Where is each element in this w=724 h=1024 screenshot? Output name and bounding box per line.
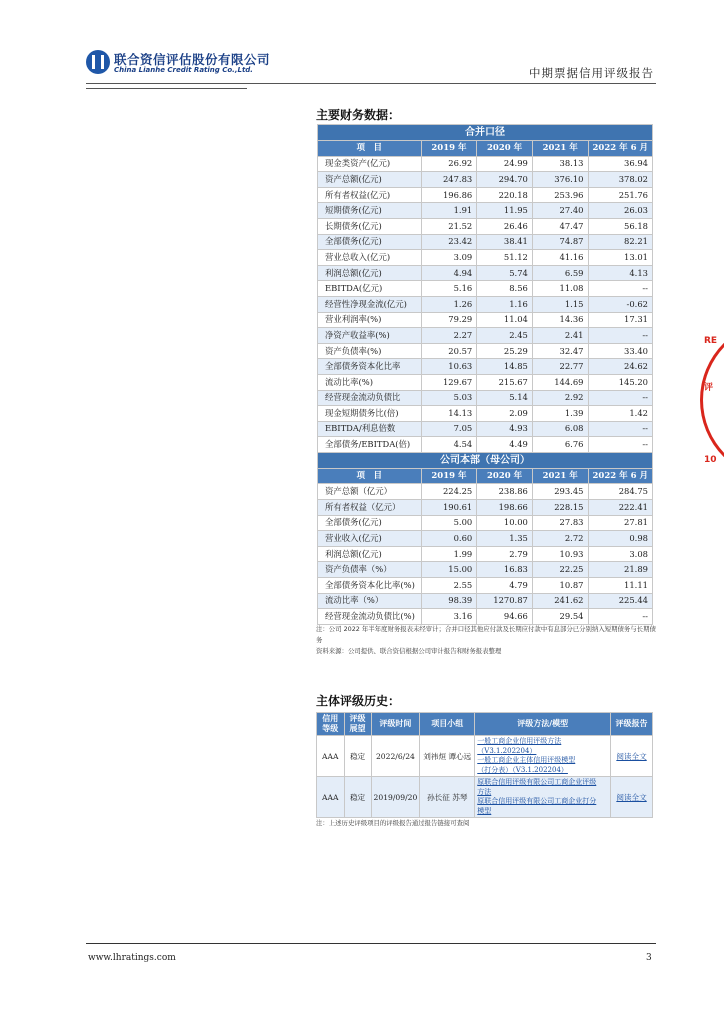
history-note: 注：上述历史评级项目的评级报告通过报告链接可查阅 — [316, 819, 470, 827]
column-header: 2020 年 — [477, 141, 533, 157]
cell-value: 8.56 — [477, 281, 533, 297]
cell-value: 5.74 — [477, 265, 533, 281]
cell-value: 24.62 — [588, 359, 653, 375]
cell-value: 241.62 — [532, 593, 588, 609]
row-label: 现金短期债务比(倍) — [318, 406, 422, 422]
cell-value: 378.02 — [588, 172, 653, 188]
row-label: 营业收入(亿元) — [318, 531, 422, 547]
financial-source: 资料来源：公司提供、联合资信根据公司审计报告和财务报表整理 — [316, 647, 502, 655]
cell-value: 26.03 — [588, 203, 653, 219]
table-row — [318, 500, 653, 516]
cell-value: 251.76 — [588, 187, 653, 203]
row-label: 经营现金流动负债比(%) — [318, 609, 422, 625]
model-link[interactable]: 一般工商企业信用评级方法 — [477, 737, 562, 745]
cell-value: 4.13 — [588, 265, 653, 281]
row-label: 全部债务(亿元) — [318, 234, 422, 250]
cell-value: 1.15 — [532, 296, 588, 312]
history-row — [317, 736, 653, 777]
cell-value: 10.93 — [532, 546, 588, 562]
cell-value: 11.11 — [588, 578, 653, 594]
table-column-header — [318, 468, 653, 484]
read-full-report-link[interactable]: 阅读全文 — [616, 792, 647, 802]
row-label: 利润总额(亿元) — [318, 265, 422, 281]
cell-value: 51.12 — [477, 250, 533, 266]
cell-value: 14.85 — [477, 359, 533, 375]
model-link[interactable]: 一般工商企业主体信用评级模型 — [477, 756, 576, 764]
cell-value: 14.13 — [421, 406, 477, 422]
history-row — [317, 777, 653, 818]
cell-value: 32.47 — [532, 343, 588, 359]
cell-value: 10.63 — [421, 359, 477, 375]
row-label: 经营现金流动负债比 — [318, 390, 422, 406]
history-grade: AAA — [317, 777, 345, 818]
cell-value: 33.40 — [588, 343, 653, 359]
row-label: 净资产收益率(%) — [318, 328, 422, 344]
history-column-header: 评级展望 — [344, 713, 371, 736]
cell-value: 6.08 — [532, 421, 588, 437]
cell-value: 82.21 — [588, 234, 653, 250]
cell-value: 2.45 — [477, 328, 533, 344]
row-label: 现金类资产(亿元) — [318, 156, 422, 172]
cell-value: 4.79 — [477, 578, 533, 594]
cell-value: 6.59 — [532, 265, 588, 281]
history-column-header: 评级时间 — [371, 713, 420, 736]
cell-value: 129.67 — [421, 374, 477, 390]
cell-value: 1.35 — [477, 531, 533, 547]
row-label: 全部债务/EBITDA(倍) — [318, 437, 422, 453]
cell-value: 6.76 — [532, 437, 588, 453]
cell-value: 293.45 — [532, 484, 588, 500]
cell-value: 1.99 — [421, 546, 477, 562]
cell-value: 15.00 — [421, 562, 477, 578]
header-subdivider — [86, 88, 247, 89]
company-name-en: China Lianhe Credit Rating Co.,Ltd. — [114, 66, 253, 74]
row-label: 长期债务(亿元) — [318, 218, 422, 234]
history-model[interactable] — [475, 736, 611, 777]
report-title: 中期票据信用评级报告 — [529, 66, 654, 80]
cell-value: 11.04 — [477, 312, 533, 328]
column-header: 2022 年 6 月 — [588, 468, 653, 484]
row-label: EBITDA(亿元) — [318, 281, 422, 297]
cell-value: 26.92 — [421, 156, 477, 172]
table-row — [318, 484, 653, 500]
cell-value: 2.92 — [532, 390, 588, 406]
cell-value: 145.20 — [588, 374, 653, 390]
cell-value: 22.77 — [532, 359, 588, 375]
cell-value: 79.29 — [421, 312, 477, 328]
cell-value: 16.83 — [477, 562, 533, 578]
cell-value: -- — [588, 281, 653, 297]
cell-value: 2.41 — [532, 328, 588, 344]
row-label: 营业总收入(亿元) — [318, 250, 422, 266]
row-label: 全部债务资本化比率(%) — [318, 578, 422, 594]
row-label: 资产负债率（%） — [318, 562, 422, 578]
row-label: 所有者权益（亿元） — [318, 500, 422, 516]
row-label: 流动比率(%) — [318, 374, 422, 390]
stamp-text-top: RE — [704, 336, 718, 346]
table-row — [318, 250, 653, 266]
cell-value: -0.62 — [588, 296, 653, 312]
column-header: 2020 年 — [477, 468, 533, 484]
header-divider — [86, 83, 656, 84]
cell-value: 17.31 — [588, 312, 653, 328]
company-logo-icon — [86, 50, 110, 74]
financial-table — [317, 124, 653, 625]
cell-value: 222.41 — [588, 500, 653, 516]
footer-url: www.lhratings.com — [88, 953, 176, 963]
page-number: 3 — [646, 953, 652, 963]
history-report[interactable] — [611, 777, 653, 818]
cell-value: -- — [588, 609, 653, 625]
row-label: 资产总额(亿元) — [318, 172, 422, 188]
table-group-header — [318, 452, 653, 468]
model-link[interactable]: 原联合信用评级有限公司工商企业打分 — [477, 797, 597, 805]
cell-value: 21.52 — [421, 218, 477, 234]
cell-value: 1.16 — [477, 296, 533, 312]
cell-value: 4.54 — [421, 437, 477, 453]
table-row — [318, 609, 653, 625]
group-title: 公司本部（母公司） — [318, 452, 653, 468]
model-link[interactable]: （打分表）（V3.1.202204） — [477, 765, 568, 774]
cell-value: 36.94 — [588, 156, 653, 172]
company-name-cn: 联合资信评估股份有限公司 — [114, 52, 271, 67]
column-header: 2021 年 — [532, 141, 588, 157]
table-row — [318, 437, 653, 453]
cell-value: 2.27 — [421, 328, 477, 344]
cell-value: 0.60 — [421, 531, 477, 547]
history-team: 刘祎烜 谭心远 — [420, 736, 475, 777]
column-header: 2022 年 6 月 — [588, 141, 653, 157]
cell-value: 3.16 — [421, 609, 477, 625]
column-header: 项 目 — [318, 468, 422, 484]
cell-value: 13.01 — [588, 250, 653, 266]
cell-value: 1.39 — [532, 406, 588, 422]
history-date: 2022/6/24 — [371, 736, 420, 777]
row-label: 流动比率（%） — [318, 593, 422, 609]
model-link[interactable]: （V3.1.202204） — [477, 746, 537, 755]
row-label: 所有者权益(亿元) — [318, 187, 422, 203]
row-label: 短期债务(亿元) — [318, 203, 422, 219]
financial-note: 注：公司 2022 年半年度财务报表未经审计；合并口径其他应付款及长期应付款中有息部分已分别纳入短期债务与长期债务 — [316, 625, 656, 644]
cell-value: 238.86 — [477, 484, 533, 500]
table-row — [318, 156, 653, 172]
rating-history-table — [316, 712, 653, 818]
cell-value: 190.61 — [421, 500, 477, 516]
stamp-text-mid: 评 — [704, 383, 714, 393]
history-column-header: 评级方法/模型 — [475, 713, 611, 736]
cell-value: 7.05 — [421, 421, 477, 437]
cell-value: 1.26 — [421, 296, 477, 312]
history-outlook: 稳定 — [344, 736, 371, 777]
cell-value: 247.83 — [421, 172, 477, 188]
table-row — [318, 515, 653, 531]
table-row — [318, 281, 653, 297]
table-row — [318, 359, 653, 375]
cell-value: 0.98 — [588, 531, 653, 547]
stamp-text-bot: 10 — [704, 455, 717, 465]
cell-value: 24.99 — [477, 156, 533, 172]
financial-section-title: 主要财务数据： — [316, 108, 401, 122]
cell-value: 38.13 — [532, 156, 588, 172]
cell-value: 56.18 — [588, 218, 653, 234]
cell-value: 94.66 — [477, 609, 533, 625]
row-label: 利润总额(亿元) — [318, 546, 422, 562]
cell-value: 10.87 — [532, 578, 588, 594]
history-report[interactable] — [611, 736, 653, 777]
cell-value: 27.83 — [532, 515, 588, 531]
cell-value: 27.40 — [532, 203, 588, 219]
cell-value: 11.08 — [532, 281, 588, 297]
cell-value: -- — [588, 421, 653, 437]
cell-value: 2.79 — [477, 546, 533, 562]
table-row — [318, 187, 653, 203]
cell-value: 74.87 — [532, 234, 588, 250]
table-row — [318, 562, 653, 578]
table-row — [318, 328, 653, 344]
history-column-header: 项目小组 — [420, 713, 475, 736]
column-header: 2019 年 — [421, 141, 477, 157]
cell-value: 20.57 — [421, 343, 477, 359]
cell-value: 98.39 — [421, 593, 477, 609]
table-row — [318, 296, 653, 312]
cell-value: 26.46 — [477, 218, 533, 234]
cell-value: 5.00 — [421, 515, 477, 531]
cell-value: 3.08 — [588, 546, 653, 562]
table-row — [318, 343, 653, 359]
row-label: 资产总额（亿元） — [318, 484, 422, 500]
cell-value: 376.10 — [532, 172, 588, 188]
cell-value: 1.91 — [421, 203, 477, 219]
column-header: 2019 年 — [421, 468, 477, 484]
cell-value: 215.67 — [477, 374, 533, 390]
table-row — [318, 421, 653, 437]
cell-value: 22.25 — [532, 562, 588, 578]
cell-value: 225.44 — [588, 593, 653, 609]
row-label: 营业利润率(%) — [318, 312, 422, 328]
row-label: 经营性净现金流(亿元) — [318, 296, 422, 312]
model-link[interactable]: 原联合信用评级有限公司工商企业评级 — [477, 778, 597, 786]
history-date: 2019/09/20 — [371, 777, 420, 818]
table-row — [318, 406, 653, 422]
cell-value: 144.69 — [532, 374, 588, 390]
cell-value: 1.42 — [588, 406, 653, 422]
cell-value: 29.54 — [532, 609, 588, 625]
cell-value: 5.03 — [421, 390, 477, 406]
page-header — [0, 0, 724, 90]
cell-value: 198.66 — [477, 500, 533, 516]
cell-value: 5.14 — [477, 390, 533, 406]
cell-value: 11.95 — [477, 203, 533, 219]
row-label: 资产负债率(%) — [318, 343, 422, 359]
cell-value: 3.09 — [421, 250, 477, 266]
table-row — [318, 374, 653, 390]
table-group-header — [318, 125, 653, 141]
cell-value: 284.75 — [588, 484, 653, 500]
cell-value: 294.70 — [477, 172, 533, 188]
cell-value: 2.72 — [532, 531, 588, 547]
table-row — [318, 546, 653, 562]
cell-value: 27.81 — [588, 515, 653, 531]
column-header: 项 目 — [318, 141, 422, 157]
table-row — [318, 234, 653, 250]
history-column-header: 评级报告 — [611, 713, 653, 736]
cell-value: 4.94 — [421, 265, 477, 281]
row-label: EBITDA/利息倍数 — [318, 421, 422, 437]
table-row — [318, 578, 653, 594]
cell-value: 4.49 — [477, 437, 533, 453]
table-row — [318, 312, 653, 328]
history-outlook: 稳定 — [344, 777, 371, 818]
cell-value: -- — [588, 328, 653, 344]
history-column-header: 信用等级 — [317, 713, 345, 736]
row-label: 全部债务资本化比率 — [318, 359, 422, 375]
history-header-row — [317, 713, 653, 736]
cell-value: 41.16 — [532, 250, 588, 266]
model-link[interactable]: 模型 — [477, 806, 492, 815]
cell-value: 1270.87 — [477, 593, 533, 609]
cell-value: 4.93 — [477, 421, 533, 437]
cell-value: 253.96 — [532, 187, 588, 203]
cell-value: -- — [588, 437, 653, 453]
rating-seal-stamp — [700, 320, 724, 480]
cell-value: 5.16 — [421, 281, 477, 297]
financial-notes — [316, 624, 661, 657]
cell-value: 47.47 — [532, 218, 588, 234]
table-row — [318, 203, 653, 219]
group-title: 合并口径 — [318, 125, 653, 141]
cell-value: -- — [588, 390, 653, 406]
table-row — [318, 218, 653, 234]
cell-value: 196.86 — [421, 187, 477, 203]
history-grade: AAA — [317, 736, 345, 777]
cell-value: 224.25 — [421, 484, 477, 500]
history-section-title: 主体评级历史： — [316, 694, 401, 708]
column-header: 2021 年 — [532, 468, 588, 484]
table-row — [318, 265, 653, 281]
model-link[interactable]: 方法 — [477, 787, 492, 796]
cell-value: 10.00 — [477, 515, 533, 531]
cell-value: 23.42 — [421, 234, 477, 250]
table-column-header — [318, 141, 653, 157]
footer-divider — [86, 943, 656, 944]
cell-value: 14.36 — [532, 312, 588, 328]
cell-value: 2.55 — [421, 578, 477, 594]
table-row — [318, 593, 653, 609]
table-row — [318, 390, 653, 406]
history-model[interactable] — [475, 777, 611, 818]
table-row — [318, 172, 653, 188]
history-team: 孙长征 苏琴 — [420, 777, 475, 818]
cell-value: 21.89 — [588, 562, 653, 578]
cell-value: 38.41 — [477, 234, 533, 250]
cell-value: 2.09 — [477, 406, 533, 422]
cell-value: 25.29 — [477, 343, 533, 359]
row-label: 全部债务(亿元) — [318, 515, 422, 531]
cell-value: 220.18 — [477, 187, 533, 203]
read-full-report-link[interactable]: 阅读全文 — [616, 751, 647, 761]
cell-value: 228.15 — [532, 500, 588, 516]
table-row — [318, 531, 653, 547]
